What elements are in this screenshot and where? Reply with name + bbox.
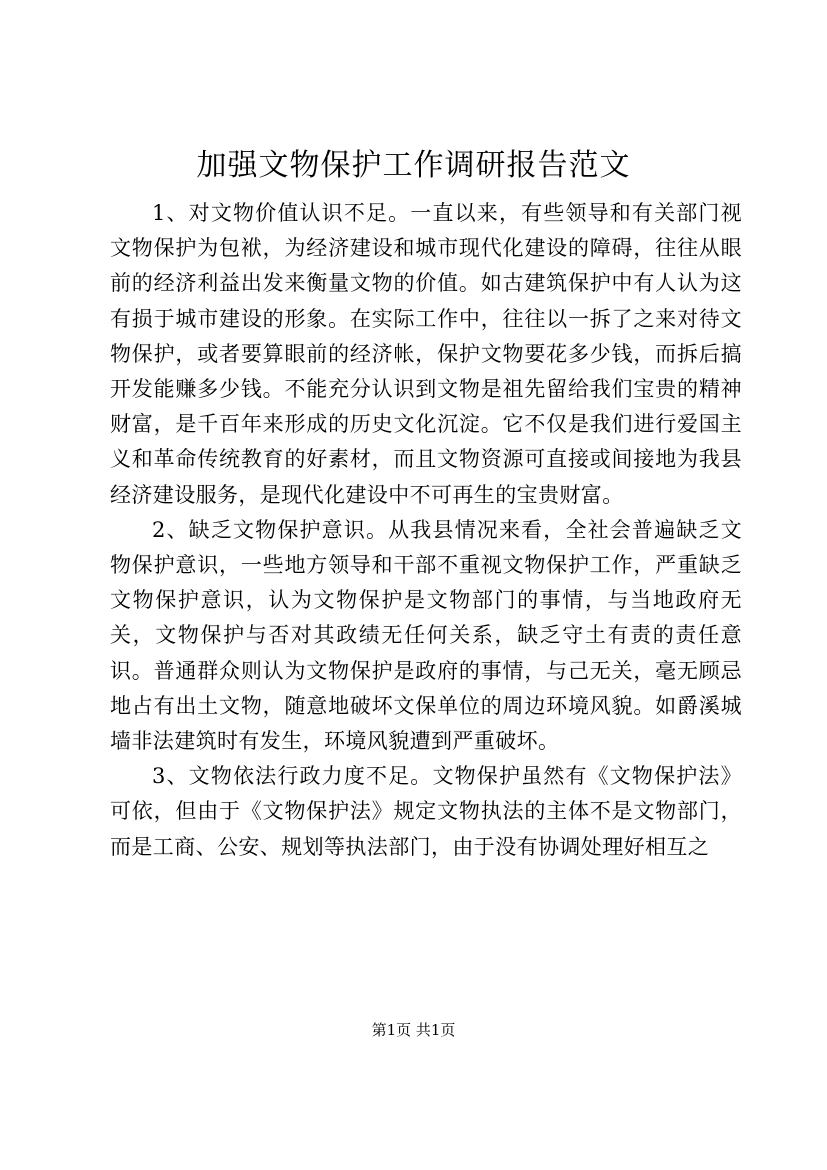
paragraph-2: 2、缺乏文物保护意识。从我县情况来看，全社会普遍缺乏文物保护意识，一些地方领导和干部不重视文物保护工作，严重缺乏文物保护意识，认为文物保护是文物部门的事情，与当地政府无关，文物保护与否对其政绩无任何关系，缺乏守土有责的责任意识。普通群众则认为文物保护是政府的事情，与己无关，毫无顾忌地占有出土文物，随意地破坏文保单位的周边环境风貌。如爵溪城墙非法建筑时有发生，环境风貌遭到严重破坏。	[110, 517, 742, 754]
paragraph-1: 1、对文物价值认识不足。一直以来，有些领导和有关部门视文物保护为包袱，为经济建设和城市现代化建设的障碍，往往从眼前的经济利益出发来衡量文物的价值。如古建筑保护中有人认为这有损于城市建设的形象。在实际工作中，往往以一拆了之来对待文物保护，或者要算眼前的经济帐，保护文物要花多少钱，而拆后搞开发能赚多少钱。不能充分认识到文物是祖先留给我们宝贵的精神财富，是千百年来形成的历史文化沉淀。它不仅是我们进行爱国主义和革命传统教育的好素材，而且文物资源可直接或间接地为我县经济建设服务，是现代化建设中不可再生的宝贵财富。	[110, 201, 742, 507]
document-body	[110, 196, 742, 865]
paragraph-3: 3、文物依法行政力度不足。文物保护虽然有《文物保护法》可依，但由于《文物保护法》规定文物执法的主体不是文物部门，而是工商、公安、规划等执法部门，由于没有协调处理好相互之	[110, 764, 742, 859]
page-footer: 第1页 共1页	[371, 1021, 456, 1039]
document-title: 加强文物保护工作调研报告范文	[196, 148, 631, 183]
